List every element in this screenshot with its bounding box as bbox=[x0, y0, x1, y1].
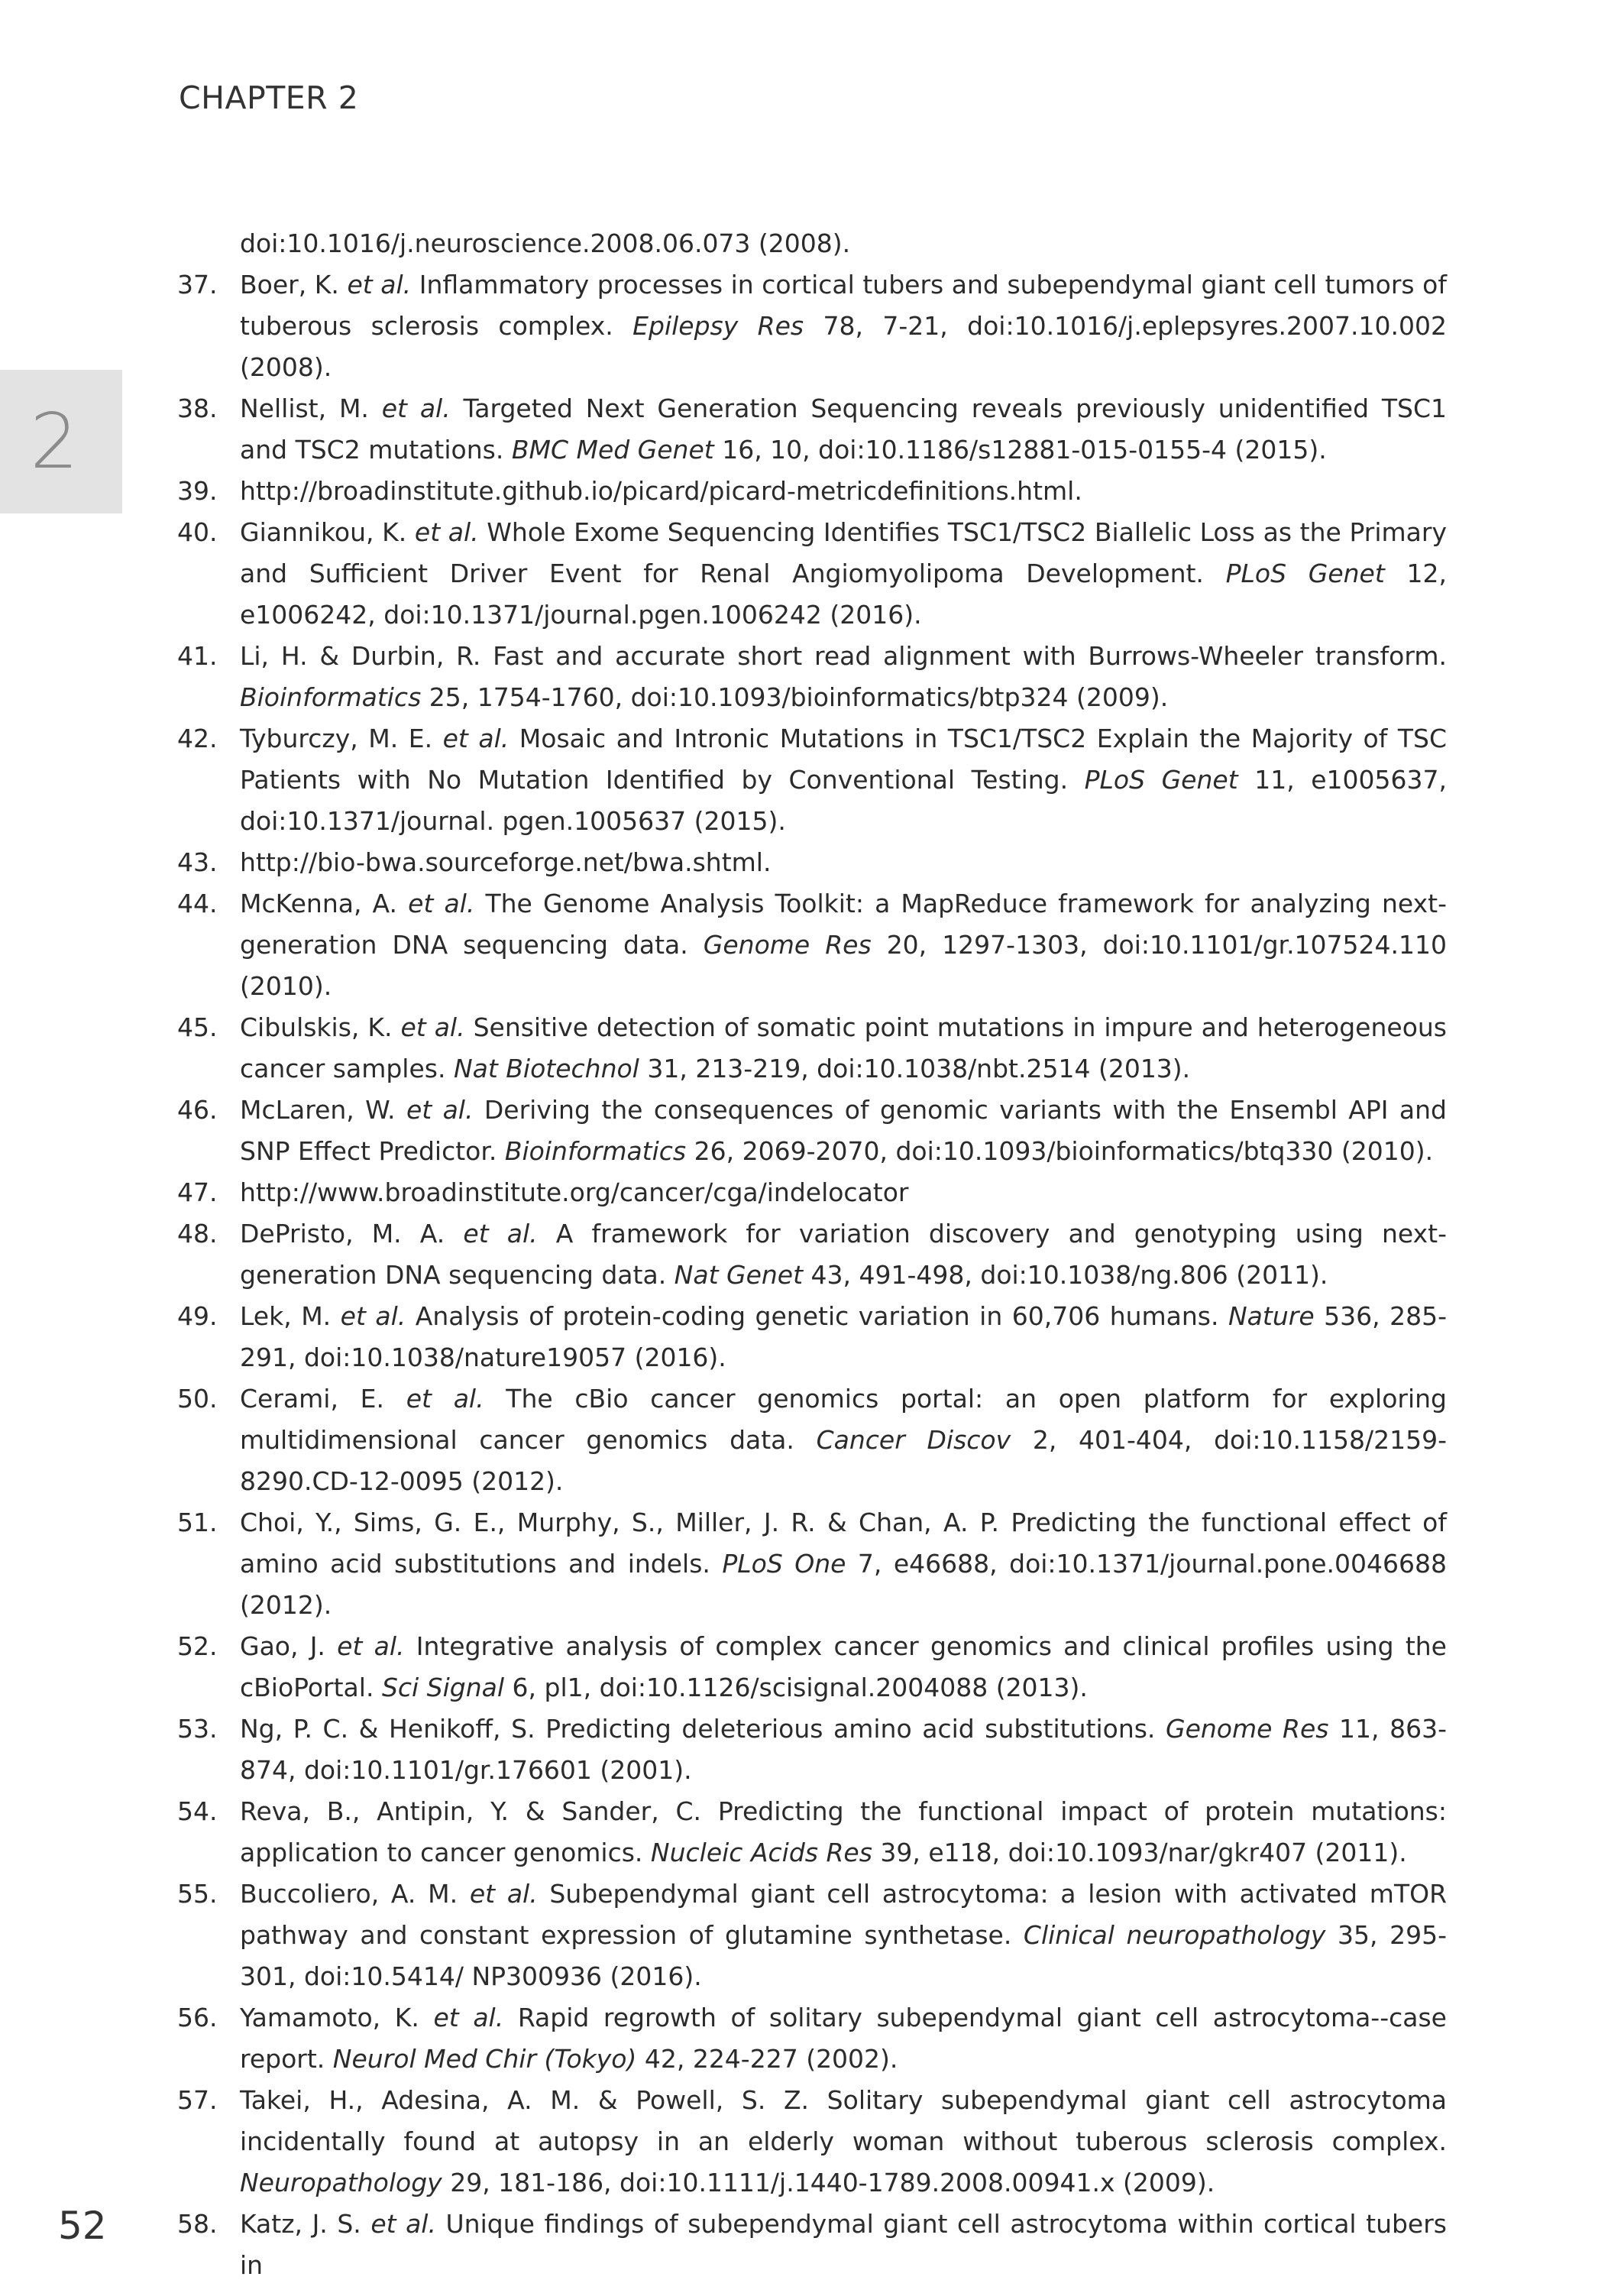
reference-italic-segment: Sci Signal bbox=[381, 1673, 505, 1702]
reference-segment: http://bio-bwa.sourceforge.net/bwa.shtml. bbox=[240, 847, 772, 877]
reference-item bbox=[177, 883, 1447, 1007]
reference-text bbox=[240, 1007, 1447, 1090]
reference-segment: Nellist, M. bbox=[240, 394, 382, 423]
reference-italic-segment: et al. bbox=[337, 1631, 405, 1661]
reference-text bbox=[240, 2204, 1447, 2286]
reference-italic-segment: Nucleic Acids Res bbox=[650, 1838, 872, 1867]
reference-item bbox=[177, 636, 1447, 718]
reference-number: 50. bbox=[177, 1384, 218, 1414]
reference-segment: Inflammatory processes in cortical tubers and subependymal giant cell tumors of tuberous sclerosis complex. bbox=[240, 270, 1447, 341]
reference-italic-segment: Genome Res bbox=[703, 930, 872, 960]
reference-number: 47. bbox=[177, 1177, 218, 1207]
reference-number: 40. bbox=[177, 517, 218, 547]
reference-text bbox=[240, 512, 1447, 636]
reference-segment: Unique findings of subependymal giant cell astrocytoma within cortical tubers in bbox=[240, 2209, 1447, 2280]
reference-segment: Sensitive detection of somatic point mutations in impure and heterogeneous cancer samples. bbox=[240, 1012, 1447, 1083]
reference-text bbox=[240, 1172, 1447, 1213]
reference-segment: Ng, P. C. & Henikoff, S. Predicting deleterious amino acid substitutions. bbox=[240, 1714, 1166, 1744]
reference-item bbox=[177, 1626, 1447, 1708]
reference-italic-segment: et al. bbox=[370, 2209, 436, 2239]
reference-item bbox=[177, 1502, 1447, 1626]
reference-segment: A framework for variation discovery and genotyping using next-generation DNA sequencing data. bbox=[240, 1219, 1447, 1290]
reference-number: 58. bbox=[177, 2209, 218, 2239]
reference-segment: http://www.broadinstitute.org/cancer/cga/indelocator bbox=[240, 1177, 909, 1207]
reference-segment: Gao, J. bbox=[240, 1631, 338, 1661]
reference-italic-segment: Cancer Discov bbox=[816, 1425, 1011, 1455]
reference-segment: 7, e46688, doi:10.1371/journal.pone.0046688 (2012). bbox=[240, 1549, 1447, 1620]
reference-segment: Mosaic and Intronic Mutations in TSC1/TSC2 Explain the Majority of TSC Patients with No Mutation Identified by Conventional Testing. bbox=[240, 724, 1447, 795]
reference-segment: 536, 285-291, doi:10.1038/nature19057 (2016). bbox=[240, 1301, 1447, 1372]
reference-segment: Yamamoto, K. bbox=[240, 2003, 434, 2032]
reference-item bbox=[177, 1213, 1447, 1296]
reference-text bbox=[240, 842, 1447, 883]
reference-segment: Giannikou, K. bbox=[240, 517, 415, 547]
reference-italic-segment: Bioinformatics bbox=[240, 682, 422, 712]
reference-segment: Cibulskis, K. bbox=[240, 1012, 401, 1042]
reference-text bbox=[240, 1378, 1447, 1502]
reference-segment: Deriving the consequences of genomic variants with the Ensembl API and SNP Effect Predictor. bbox=[240, 1095, 1447, 1166]
reference-item bbox=[177, 718, 1447, 842]
reference-text bbox=[240, 2080, 1447, 2204]
reference-item bbox=[177, 1007, 1447, 1090]
reference-segment: Boer, K. bbox=[240, 270, 348, 300]
reference-list bbox=[177, 223, 1447, 2286]
reference-segment: 42, 224-227 (2002). bbox=[636, 2044, 898, 2074]
reference-text bbox=[240, 636, 1447, 718]
reference-number: 43. bbox=[177, 847, 218, 877]
reference-italic-segment: PLoS Genet bbox=[1225, 559, 1385, 588]
reference-segment: Analysis of protein-coding genetic variation in 60,706 humans. bbox=[406, 1301, 1228, 1331]
reference-italic-segment: Genome Res bbox=[1166, 1714, 1329, 1744]
reference-item bbox=[177, 1172, 1447, 1213]
reference-italic-segment: Epilepsy Res bbox=[632, 311, 804, 341]
reference-number: 42. bbox=[177, 724, 218, 753]
reference-italic-segment: et al. bbox=[469, 1879, 538, 1909]
reference-item bbox=[177, 842, 1447, 883]
reference-segment: Whole Exome Sequencing Identifies TSC1/TSC2 Biallelic Loss as the Primary and Sufficient Driver Event for Renal Angiomyolipoma Development. bbox=[240, 517, 1447, 588]
reference-italic-segment: et al. bbox=[347, 270, 412, 300]
reference-segment: Lek, M. bbox=[240, 1301, 341, 1331]
reference-segment: 16, 10, doi:10.1186/s12881-015-0155-4 (2015). bbox=[713, 435, 1327, 465]
reference-segment: 12, e1006242, doi:10.1371/journal.pgen.1006242 (2016). bbox=[240, 559, 1447, 630]
reference-segment: doi:10.1016/j.neuroscience.2008.06.073 (2008). bbox=[240, 228, 851, 258]
reference-text bbox=[240, 471, 1447, 512]
reference-text bbox=[240, 1626, 1447, 1708]
reference-segment: 78, 7-21, doi:10.1016/j.eplepsyres.2007.10.002 (2008). bbox=[240, 311, 1447, 382]
reference-segment: Li, H. & Durbin, R. Fast and accurate short read alignment with Burrows-Wheeler transform. bbox=[240, 641, 1447, 671]
reference-segment: 6, pl1, doi:10.1126/scisignal.2004088 (2013). bbox=[504, 1673, 1088, 1702]
reference-item bbox=[177, 223, 1447, 264]
reference-item bbox=[177, 264, 1447, 388]
reference-italic-segment: et al. bbox=[433, 2003, 504, 2032]
chapter-tab bbox=[0, 370, 122, 513]
reference-number: 51. bbox=[177, 1508, 218, 1537]
reference-text bbox=[240, 1708, 1447, 1791]
reference-italic-segment: Bioinformatics bbox=[504, 1136, 687, 1166]
reference-text bbox=[240, 1213, 1447, 1296]
reference-segment: 11, e1005637, doi:10.1371/journal. pgen.1005637 (2015). bbox=[240, 765, 1447, 836]
reference-italic-segment: Neurol Med Chir (Tokyo) bbox=[332, 2044, 637, 2074]
reference-number: 38. bbox=[177, 394, 218, 423]
reference-segment: 35, 295-301, doi:10.5414/ NP300936 (2016). bbox=[240, 1920, 1447, 1991]
reference-item bbox=[177, 388, 1447, 471]
reference-number: 48. bbox=[177, 1219, 218, 1249]
reference-text bbox=[240, 264, 1447, 388]
reference-text bbox=[240, 883, 1447, 1007]
reference-number: 49. bbox=[177, 1301, 218, 1331]
reference-italic-segment: et al. bbox=[463, 1219, 538, 1249]
reference-segment: Cerami, E. bbox=[240, 1384, 406, 1414]
reference-italic-segment: BMC Med Genet bbox=[511, 435, 714, 465]
reference-segment: The cBio cancer genomics portal: an open platform for exploring multidimensional cancer genomics data. bbox=[240, 1384, 1447, 1455]
reference-number: 45. bbox=[177, 1012, 218, 1042]
reference-item bbox=[177, 1874, 1447, 1997]
reference-item bbox=[177, 2204, 1447, 2286]
reference-segment: Integrative analysis of complex cancer genomics and clinical profiles using the cBioPortal. bbox=[240, 1631, 1447, 1702]
reference-italic-segment: et al. bbox=[406, 1384, 484, 1414]
reference-italic-segment: PLoS Genet bbox=[1084, 765, 1238, 795]
reference-number: 39. bbox=[177, 476, 218, 506]
reference-italic-segment: Nat Biotechnol bbox=[453, 1054, 639, 1083]
reference-italic-segment: Nat Genet bbox=[674, 1260, 804, 1290]
reference-item bbox=[177, 1378, 1447, 1502]
reference-segment: Tyburczy, M. E. bbox=[240, 724, 443, 753]
reference-number: 55. bbox=[177, 1879, 218, 1909]
reference-segment: http://broadinstitute.github.io/picard/picard-metricdefinitions.html. bbox=[240, 476, 1082, 506]
reference-text bbox=[240, 1296, 1447, 1378]
reference-italic-segment: et al. bbox=[406, 1095, 474, 1125]
reference-number: 56. bbox=[177, 2003, 218, 2032]
reference-italic-segment: PLoS One bbox=[722, 1549, 846, 1579]
reference-item bbox=[177, 1708, 1447, 1791]
chapter-tab-number: 2 bbox=[30, 397, 79, 486]
reference-segment: 11, 863-874, doi:10.1101/gr.176601 (2001). bbox=[240, 1714, 1448, 1785]
reference-item bbox=[177, 1791, 1447, 1874]
reference-segment: McKenna, A. bbox=[240, 889, 409, 918]
reference-text bbox=[240, 388, 1447, 471]
reference-text bbox=[240, 718, 1447, 842]
reference-segment: 29, 181-186, doi:10.1111/j.1440-1789.2008.00941.x (2009). bbox=[442, 2168, 1215, 2197]
reference-segment: Katz, J. S. bbox=[240, 2209, 371, 2239]
reference-number: 46. bbox=[177, 1095, 218, 1125]
reference-segment: Buccoliero, A. M. bbox=[240, 1879, 470, 1909]
reference-italic-segment: et al. bbox=[408, 889, 475, 918]
reference-italic-segment: et al. bbox=[414, 517, 479, 547]
reference-segment: 26, 2069-2070, doi:10.1093/bioinformatics/btq330 (2010). bbox=[686, 1136, 1434, 1166]
reference-item bbox=[177, 471, 1447, 512]
reference-segment: 43, 491-498, doi:10.1038/ng.806 (2011). bbox=[803, 1260, 1328, 1290]
reference-segment: 39, e118, doi:10.1093/nar/gkr407 (2011). bbox=[872, 1838, 1407, 1867]
reference-italic-segment: et al. bbox=[442, 724, 510, 753]
reference-segment: Choi, Y., Sims, G. E., Murphy, S., Miller, J. R. & Chan, A. P. Predicting the functional effect of amino acid substitutions and indels. bbox=[240, 1508, 1447, 1579]
reference-text bbox=[240, 1997, 1447, 2080]
reference-item bbox=[177, 1296, 1447, 1378]
chapter-header: CHAPTER 2 bbox=[179, 79, 359, 116]
reference-segment: The Genome Analysis Toolkit: a MapReduce framework for analyzing next-generation DNA sequencing data. bbox=[240, 889, 1447, 960]
reference-number: 44. bbox=[177, 889, 218, 918]
reference-segment: 2, 401-404, doi:10.1158/2159-8290.CD-12-0095 (2012). bbox=[240, 1425, 1447, 1496]
reference-segment: Reva, B., Antipin, Y. & Sander, C. Predicting the functional impact of protein mutations: application to cancer genomics. bbox=[240, 1796, 1447, 1867]
reference-item bbox=[177, 2080, 1447, 2204]
reference-segment: Targeted Next Generation Sequencing reveals previously unidentified TSC1 and TSC2 mutations. bbox=[240, 394, 1447, 465]
reference-segment: Takei, H., Adesina, A. M. & Powell, S. Z. Solitary subependymal giant cell astrocytoma incidentally found at autopsy in an elderly woman without tuberous sclerosis complex. bbox=[240, 2085, 1447, 2156]
reference-number: 52. bbox=[177, 1631, 218, 1661]
reference-segment: DePristo, M. A. bbox=[240, 1219, 464, 1249]
reference-number: 53. bbox=[177, 1714, 218, 1744]
reference-segment: Rapid regrowth of solitary subependymal giant cell astrocytoma--case report. bbox=[240, 2003, 1447, 2074]
reference-italic-segment: et al. bbox=[381, 394, 451, 423]
reference-segment: 20, 1297-1303, doi:10.1101/gr.107524.110 (2010). bbox=[240, 930, 1448, 1001]
page-number: 52 bbox=[58, 2204, 107, 2248]
reference-item bbox=[177, 512, 1447, 636]
reference-text bbox=[240, 1502, 1447, 1626]
reference-number: 37. bbox=[177, 270, 218, 300]
reference-item bbox=[177, 1090, 1447, 1172]
reference-italic-segment: Clinical neuropathology bbox=[1023, 1920, 1326, 1950]
reference-number: 57. bbox=[177, 2085, 218, 2115]
reference-number: 54. bbox=[177, 1796, 218, 1826]
reference-italic-segment: Neuropathology bbox=[240, 2168, 442, 2197]
reference-item bbox=[177, 1997, 1447, 2080]
reference-text bbox=[240, 1874, 1447, 1997]
reference-text bbox=[240, 223, 1447, 264]
reference-segment: 31, 213-219, doi:10.1038/nbt.2514 (2013). bbox=[639, 1054, 1191, 1083]
reference-italic-segment: Nature bbox=[1228, 1301, 1315, 1331]
reference-segment: 25, 1754-1760, doi:10.1093/bioinformatics/btp324 (2009). bbox=[421, 682, 1169, 712]
reference-italic-segment: et al. bbox=[340, 1301, 406, 1331]
reference-text bbox=[240, 1090, 1447, 1172]
reference-italic-segment: et al. bbox=[400, 1012, 465, 1042]
reference-number: 41. bbox=[177, 641, 218, 671]
reference-segment: McLaren, W. bbox=[240, 1095, 406, 1125]
reference-text bbox=[240, 1791, 1447, 1874]
reference-segment: Subependymal giant cell astrocytoma: a lesion with activated mTOR pathway and constant expression of glutamine synthetase. bbox=[240, 1879, 1448, 1950]
